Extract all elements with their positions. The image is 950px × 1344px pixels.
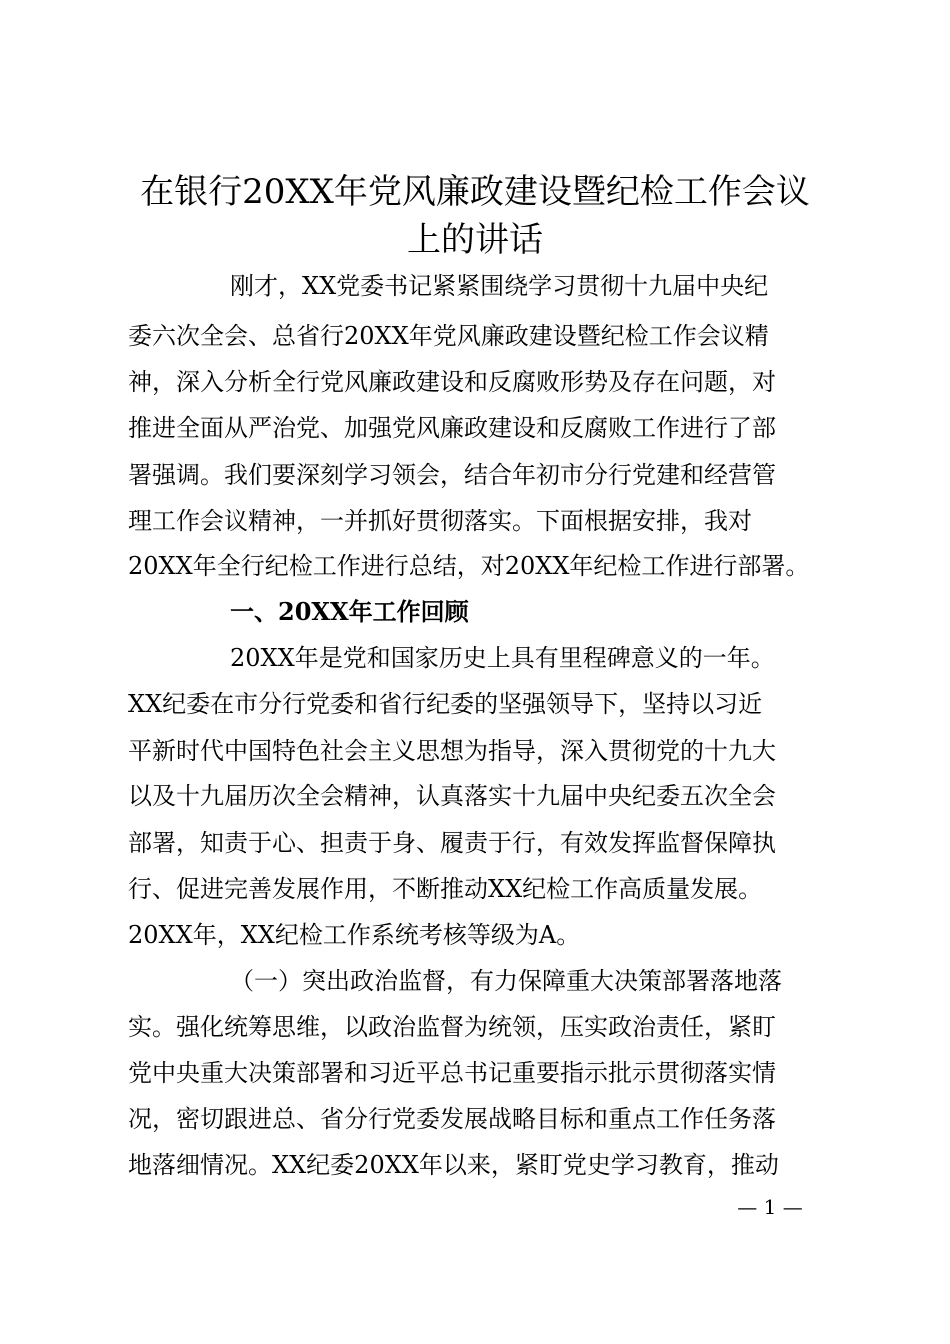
paragraph-line: XX纪委在市分行党委和省行纪委的坚强领导下，坚持以习近 bbox=[128, 690, 763, 718]
paragraph-line: 地落细情况。XX纪委20XX年以来，紧盯党史学习教育，推动 bbox=[128, 1151, 779, 1179]
document-title-line-1: 在银行20XX年党风廉政建设暨纪检工作会议 bbox=[140, 172, 810, 212]
paragraph-line: 理工作会议精神，一并抓好贯彻落实。下面根据安排，我对 bbox=[128, 507, 752, 535]
paragraph-line: 推进全面从严治党、加强党风廉政建设和反腐败工作进行了部 bbox=[128, 414, 776, 442]
paragraph-line: 党中央重大决策部署和习近平总书记重要指示批示贯彻落实情 bbox=[128, 1059, 776, 1087]
paragraph-line: 20XX年，XX纪检工作系统考核等级为A。 bbox=[128, 921, 581, 949]
paragraph-line: 20XX年全行纪检工作进行总结，对20XX年纪检工作进行部署。 bbox=[128, 552, 810, 580]
paragraph-line: 神，深入分析全行党风廉政建设和反腐败形势及存在问题，对 bbox=[128, 368, 776, 396]
paragraph-line: 部署，知责于心、担责于身、履责于行，有效发挥监督保障执 bbox=[128, 829, 776, 857]
paragraph-line: 刚才，XX党委书记紧紧围绕学习贯彻十九届中央纪 bbox=[230, 272, 769, 300]
page-number: — 1 — bbox=[737, 1195, 803, 1219]
document-title-line-2: 上的讲话 bbox=[407, 220, 543, 260]
paragraph-line: 平新时代中国特色社会主义思想为指导，深入贯彻党的十九大 bbox=[128, 737, 776, 765]
section-heading: 一、20XX年工作回顾 bbox=[230, 597, 469, 626]
paragraph-line: 况，密切跟进总、省分行党委发展战略目标和重点工作任务落 bbox=[128, 1105, 776, 1133]
paragraph-line: 以及十九届历次全会精神，认真落实十九届中央纪委五次全会 bbox=[128, 782, 776, 810]
paragraph-line: 署强调。我们要深刻学习领会，结合年初市分行党建和经营管 bbox=[128, 461, 776, 489]
paragraph-line: 实。强化统筹思维，以政治监督为统领，压实政治责任，紧盯 bbox=[128, 1013, 776, 1041]
paragraph-line: 20XX年是党和国家历史上具有里程碑意义的一年。 bbox=[230, 644, 775, 672]
subsection-heading-line: （一）突出政治监督，有力保障重大决策部署落地落 bbox=[230, 967, 782, 995]
paragraph-line: 行、促进完善发展作用，不断推动XX纪检工作高质量发展。 bbox=[128, 875, 763, 903]
paragraph-line: 委六次全会、总省行20XX年党风廉政建设暨纪检工作会议精 bbox=[128, 322, 769, 350]
